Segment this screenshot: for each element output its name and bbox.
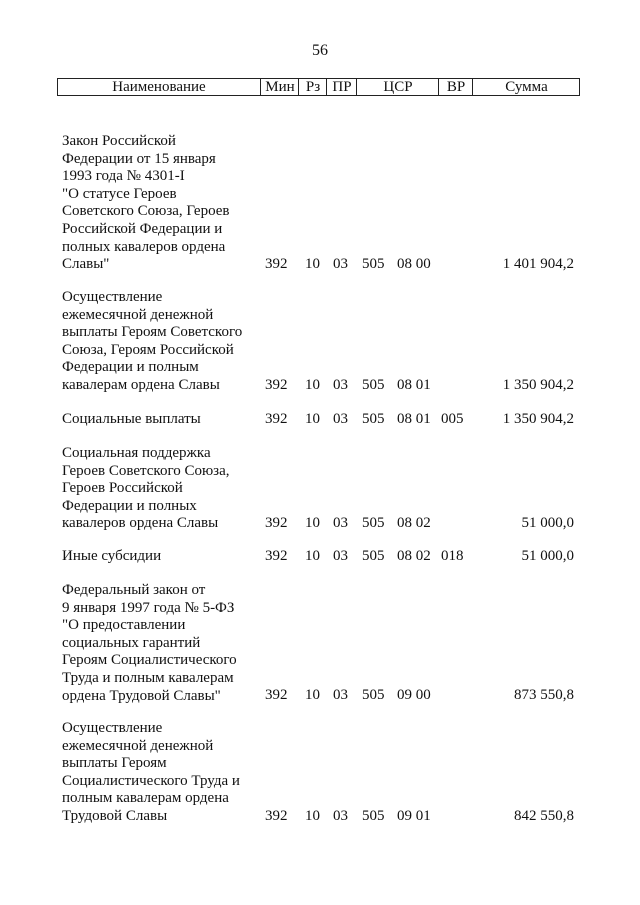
row-sum: 873 550,8 (514, 687, 574, 704)
row-min: 392 (265, 687, 288, 704)
row-name: Социальная поддержка Героев Советского Союза, Героев Российской Федерации и полных кавалеров ордена Славы (62, 445, 230, 532)
row-csr-main: 505 (362, 548, 385, 565)
row-csr-main: 505 (362, 515, 385, 532)
row-rz: 10 (305, 808, 320, 825)
row-min: 392 (265, 411, 288, 428)
row-csr-sub: 08 02 (397, 548, 431, 565)
row-csr-main: 505 (362, 377, 385, 394)
row-csr-sub: 08 01 (397, 377, 431, 394)
row-rz: 10 (305, 515, 320, 532)
row-csr-sub: 08 01 (397, 411, 431, 428)
row-pr: 03 (333, 377, 348, 394)
row-rz: 10 (305, 256, 320, 273)
row-pr: 03 (333, 687, 348, 704)
row-csr-main: 505 (362, 687, 385, 704)
table-row (0, 720, 640, 826)
row-rz: 10 (305, 377, 320, 394)
header-csr: ЦСР (356, 79, 439, 95)
row-pr: 03 (333, 515, 348, 532)
table-row (0, 411, 640, 429)
row-min: 392 (265, 808, 288, 825)
row-sum: 51 000,0 (521, 515, 574, 532)
row-min: 392 (265, 515, 288, 532)
header-min: Мин (260, 79, 299, 95)
row-name: Иные субсидии (62, 548, 162, 564)
row-sum: 1 350 904,2 (502, 411, 574, 428)
row-csr-main: 505 (362, 256, 385, 273)
row-pr: 03 (333, 548, 348, 565)
row-min: 392 (265, 548, 288, 565)
table-row (0, 133, 640, 274)
row-pr: 03 (333, 808, 348, 825)
row-sum: 1 350 904,2 (502, 377, 574, 394)
row-name: Осуществление ежемесячной денежной выплаты Героям Советского Союза, Героям Российской Федерации и полным кавалерам ордена Славы (62, 289, 243, 393)
table-row (0, 445, 640, 533)
row-sum: 842 550,8 (514, 808, 574, 825)
row-min: 392 (265, 256, 288, 273)
page-number: 56 (312, 42, 328, 59)
row-pr: 03 (333, 411, 348, 428)
row-rz: 10 (305, 687, 320, 704)
row-csr-sub: 09 00 (397, 687, 431, 704)
row-min: 392 (265, 377, 288, 394)
table-row (0, 582, 640, 705)
row-name: Федеральный закон от 9 января 1997 года № 5-ФЗ "О предоставлении социальных гарантий Героям Социалистического Труда и полным кавалерам ордена Трудовой Славы" (62, 582, 237, 704)
header-vr: ВР (438, 79, 473, 95)
row-csr-sub: 08 02 (397, 515, 431, 532)
header-pr: ПР (326, 79, 357, 95)
row-csr-sub: 08 00 (397, 256, 431, 273)
row-vr: 018 (441, 548, 464, 565)
header-sum: Сумма (472, 79, 580, 95)
row-pr: 03 (333, 256, 348, 273)
table-header (57, 78, 580, 96)
header-name: Наименование (112, 79, 206, 95)
row-name: Социальные выплаты (62, 411, 201, 427)
row-csr-sub: 09 01 (397, 808, 431, 825)
row-name: Осуществление ежемесячной денежной выплаты Героям Социалистического Труда и полным кавалерам ордена Трудовой Славы (62, 720, 240, 824)
row-sum: 1 401 904,2 (502, 256, 574, 273)
row-name: Закон Российской Федерации от 15 января 1993 года № 4301-I "О статусе Героев Советского Союза, Героев Российской Федерации и полных кавалеров ордена Славы" (62, 133, 230, 273)
row-vr: 005 (441, 411, 464, 428)
header-rz: Рз (298, 79, 327, 95)
row-sum: 51 000,0 (521, 548, 574, 565)
row-rz: 10 (305, 548, 320, 565)
row-csr-main: 505 (362, 411, 385, 428)
row-rz: 10 (305, 411, 320, 428)
row-csr-main: 505 (362, 808, 385, 825)
table-row (0, 548, 640, 566)
table-row (0, 289, 640, 395)
